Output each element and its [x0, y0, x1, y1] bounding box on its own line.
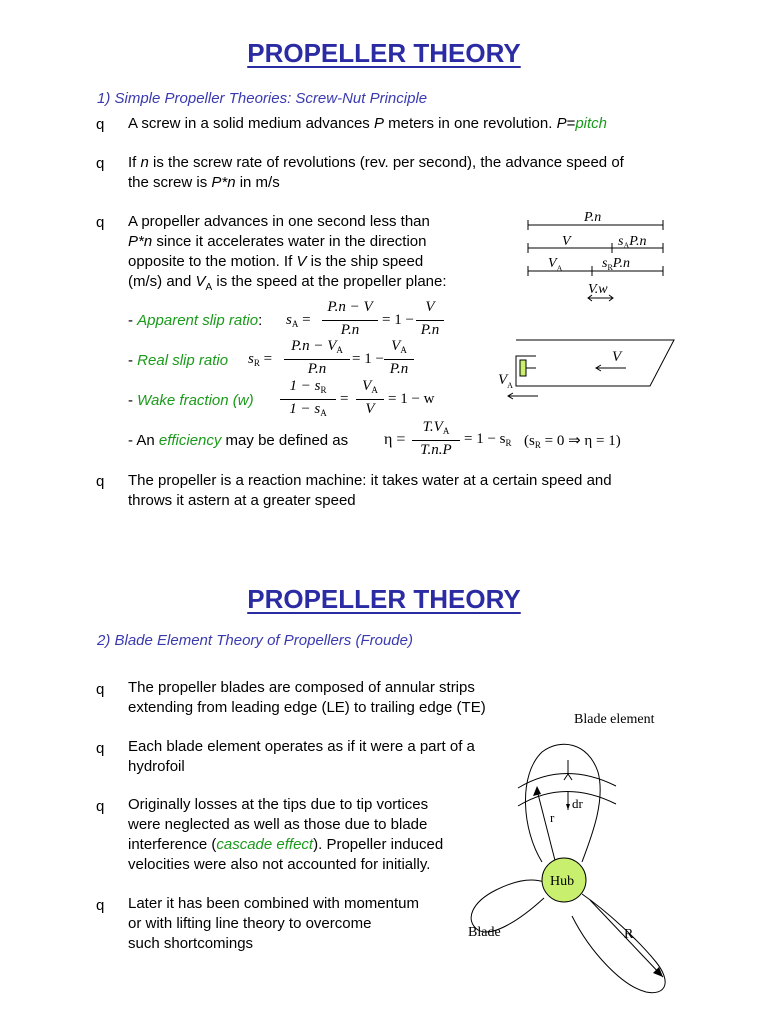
wake-denominator: $1 - s_A$: [289, 401, 327, 418]
dr-label: dr: [572, 796, 583, 811]
slip-diagram: [520, 204, 680, 304]
real-slip-right-num: $V_A$: [391, 338, 407, 355]
apparent-slip-right-num: V: [425, 299, 435, 315]
efficiency-condition: ($s_R = 0$ ⇒ η = 1): [524, 433, 621, 450]
bullet-marker: q: [96, 798, 105, 815]
efficiency-denominator: T.n.P: [420, 442, 452, 458]
bullet-marker: q: [96, 214, 105, 231]
bullet-text-screw: A screw in a solid medium advances P meters in one revolution. P=pitch: [128, 115, 608, 132]
wake-fraction-label: - Wake fraction (w): [128, 392, 254, 409]
sa-pn-label: $s_AP.n$: [618, 234, 647, 250]
apparent-slip-symbol: $s_A$ =: [286, 312, 311, 329]
R-label: R: [624, 927, 634, 942]
propeller-diagram: [440, 730, 690, 1020]
bullet-marker: q: [96, 155, 105, 172]
wake-tail: = 1 − w: [388, 391, 435, 407]
one-minus: = 1 −: [352, 351, 384, 367]
wake-right-num: $V_A$: [362, 378, 378, 395]
equals: =: [340, 391, 349, 407]
bullet-marker: q: [96, 116, 105, 133]
blade-label: Blade: [468, 925, 501, 940]
real-slip-label: - Real slip ratio: [128, 352, 229, 369]
real-slip-denominator: P.n: [307, 361, 327, 377]
fraction-bar: [356, 399, 384, 400]
bullet-marker: q: [96, 897, 105, 914]
apparent-slip-numerator: P.n − V: [327, 299, 373, 315]
hub-label: Hub: [550, 874, 575, 889]
ship-diagram: [490, 334, 680, 414]
wake-numerator: $1 - s_R$: [289, 378, 327, 395]
sr-pn-label: $s_RP.n$: [602, 256, 631, 272]
va-label: $V_A$: [548, 256, 563, 273]
apparent-slip-right-den: P.n: [420, 322, 440, 338]
v-label: V: [562, 234, 571, 249]
fraction-bar: [280, 399, 336, 400]
bullet-marker: q: [96, 740, 105, 757]
page-title-1: PROPELLER THEORY: [247, 38, 521, 68]
bullet-text-hydrofoil: Each blade element operates as if it were a part of a hydrofoil: [128, 738, 475, 775]
fraction-bar: [384, 359, 414, 360]
vw-label: V.w: [588, 282, 608, 297]
bullet-text-tip-losses: Originally losses at the tips due to tip vortices were neglected as well as those due to blade interference (cascade effect). Propeller induced velocities were also not accounted for initially.: [128, 796, 444, 873]
fraction-bar: [284, 359, 350, 360]
efficiency-label: - An efficiency may be defined as: [128, 432, 349, 449]
ship-v-label: V: [612, 349, 622, 365]
real-slip-symbol: $s_R$ =: [248, 351, 273, 368]
eta-symbol: η =: [384, 431, 406, 448]
bullet-text-annular-strips: The propeller blades are composed of annular strips extending from leading edge (LE) to trailing edge (TE): [128, 679, 486, 716]
apparent-slip-denominator: P.n: [340, 322, 360, 338]
bullet-marker: q: [96, 681, 105, 698]
bullet-text-momentum: Later it has been combined with momentum or with lifting line theory to overcome such shortcomings: [128, 895, 419, 952]
blade-element-label: Blade element: [574, 712, 655, 727]
page-title-2: PROPELLER THEORY: [247, 584, 521, 614]
section-subtitle-2: 2) Blade Element Theory of Propellers (Froude): [97, 632, 413, 649]
bullet-text-reaction-machine: The propeller is a reaction machine: it takes water at a certain speed and throws it astern at a greater speed: [128, 472, 612, 509]
bullet-text-screw-rate: If n is the screw rate of revolutions (rev. per second), the advance speed of the screw is P*n in m/s: [128, 154, 624, 191]
radius-arrowhead-icon: [533, 786, 541, 796]
efficiency-tail: = $1 - s_R$: [464, 431, 512, 448]
bullet-marker: q: [96, 473, 105, 490]
r-label: r: [550, 810, 555, 825]
real-slip-right-den: P.n: [389, 361, 409, 377]
fraction-bar: [322, 320, 378, 321]
wake-right-den: V: [365, 401, 375, 417]
fraction-bar: [416, 320, 444, 321]
real-slip-numerator: $P.n - V_A$: [291, 338, 343, 355]
bullet-text-propeller-advance: A propeller advances in one second less than P*n since it accelerates water in the direction opposite to the motion. If V is the ship speed (m/s) and $V_A$ is the speed at the propeller plane:: [128, 213, 447, 293]
one-minus: = 1 −: [382, 312, 414, 328]
apparent-slip-label: - Apparent slip ratio:: [128, 312, 263, 329]
section-subtitle-1: 1) Simple Propeller Theories: Screw-Nut Principle: [97, 90, 428, 107]
ship-va-label: $V_A$: [498, 372, 513, 390]
fraction-bar: [412, 440, 460, 441]
efficiency-numerator: $T.V_A$: [422, 419, 450, 436]
dr-arrowhead-icon: [566, 804, 570, 810]
pn-label: P.n: [584, 210, 602, 225]
